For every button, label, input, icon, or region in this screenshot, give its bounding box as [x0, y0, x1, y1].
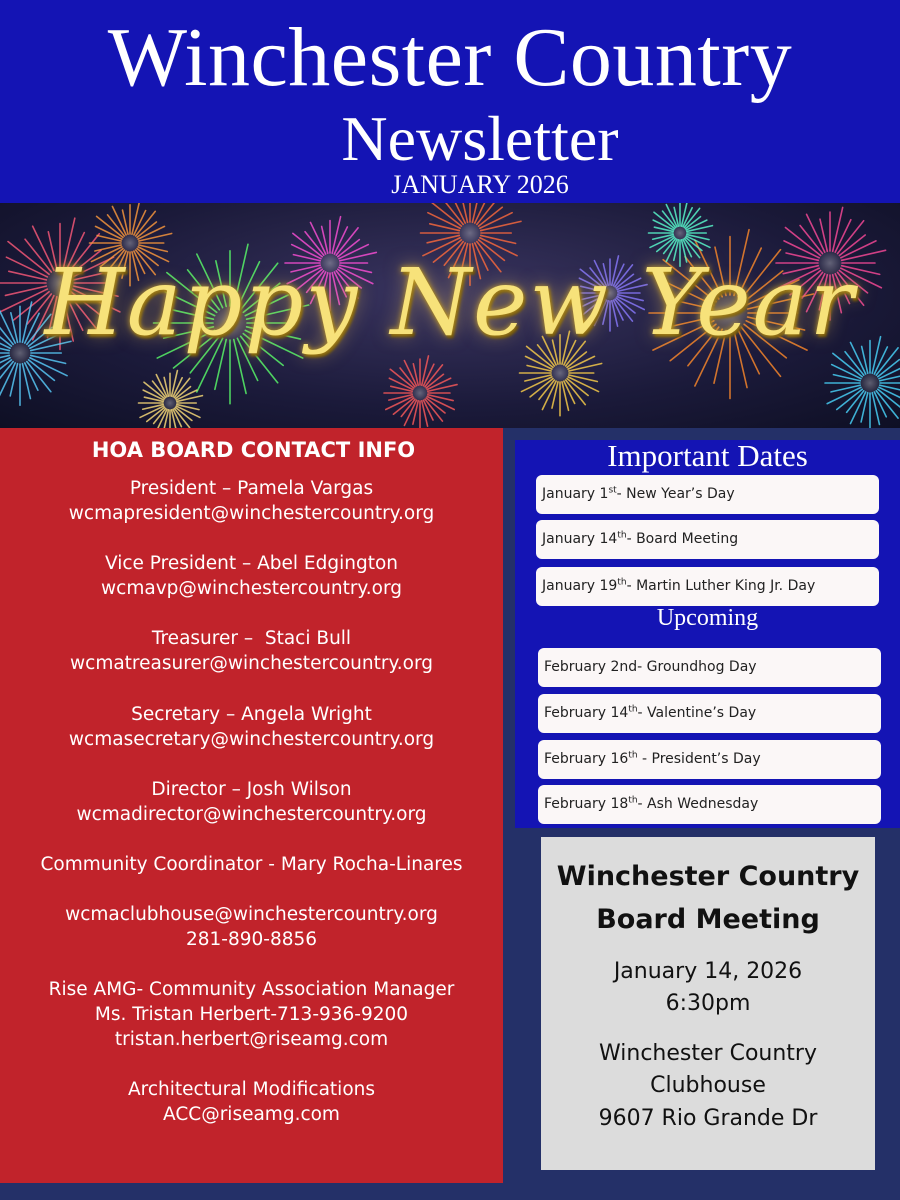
contact-email[interactable]: wcmasecretary@winchestercountry.org: [68, 729, 435, 750]
contact-phone[interactable]: 281-890-8856: [185, 929, 318, 950]
contact-role: Rise AMG- Community Association Manager: [48, 979, 455, 1000]
contact-secretary: [20, 702, 483, 752]
contact-director: [20, 777, 483, 827]
contact-email[interactable]: tristan.herbert@riseamg.com: [114, 1029, 389, 1050]
contact-community-coordinator: [40, 852, 463, 877]
contact-association-manager: [20, 977, 483, 1052]
contact-role: Architectural Modifications: [127, 1079, 376, 1100]
contact-community-coordinator-details: [20, 902, 483, 952]
important-dates-panel: [515, 440, 900, 828]
important-dates-title: Important Dates: [607, 438, 808, 473]
contact-role: Treasurer – Staci Bull: [151, 628, 352, 649]
fireworks-banner: [0, 203, 900, 428]
newsletter-subtitle: Newsletter: [341, 103, 619, 174]
contact-role: Vice President – Abel Edgington: [104, 553, 398, 574]
contact-email[interactable]: wcmavp@winchestercountry.org: [101, 578, 402, 599]
meeting-title: Winchester Country Board Meeting: [556, 861, 860, 935]
contact-email[interactable]: wcmadirector@winchestercountry.org: [76, 804, 427, 825]
upcoming-title: Upcoming: [656, 605, 759, 631]
issue-date: JANUARY 2026: [391, 170, 569, 199]
upcoming-item: February 2nd- Groundhog Day: [538, 648, 881, 687]
meeting-date: January 14, 2026: [613, 959, 803, 984]
contact-email[interactable]: wcmaclubhouse@winchestercountry.org: [65, 904, 438, 925]
contact-president: [20, 476, 483, 526]
date-item: January 14th- Board Meeting: [536, 520, 879, 559]
newsletter-title: Winchester Country: [107, 11, 793, 104]
contact-email[interactable]: wcmapresident@winchestercountry.org: [68, 503, 435, 524]
newsletter-header: [0, 0, 900, 203]
meeting-address: 9607 Rio Grande Dr: [598, 1106, 818, 1131]
hoa-contact-panel: [0, 428, 503, 1183]
date-item: January 1st- New Year’s Day: [536, 475, 879, 514]
contact-architectural: [20, 1077, 483, 1127]
contact-vice-president: [20, 551, 483, 601]
contact-role: President – Pamela Vargas: [129, 478, 374, 499]
meeting-location: Winchester Country: [599, 1041, 817, 1066]
contact-name-phone: Ms. Tristan Herbert-713-936-9200: [94, 1004, 409, 1025]
contact-heading: HOA BOARD CONTACT INFO: [91, 438, 416, 462]
meeting-time: 6:30pm: [665, 991, 751, 1016]
contact-email[interactable]: ACC@riseamg.com: [163, 1104, 340, 1125]
contact-email[interactable]: wcmatreasurer@winchestercountry.org: [70, 653, 433, 674]
upcoming-item: February 16th - President’s Day: [538, 740, 881, 779]
date-item: January 19th- Martin Luther King Jr. Day: [536, 567, 879, 606]
contact-treasurer: [20, 626, 483, 676]
contact-role: Secretary – Angela Wright: [131, 704, 372, 725]
upcoming-item: February 14th- Valentine’s Day: [538, 694, 881, 733]
board-meeting-card: [541, 837, 875, 1170]
contact-role: Community Coordinator - Mary Rocha-Linares: [40, 854, 463, 875]
contact-role: Director – Josh Wilson: [151, 779, 352, 800]
meeting-location-building: Clubhouse: [650, 1073, 766, 1098]
upcoming-item: February 18th- Ash Wednesday: [538, 785, 881, 824]
happy-new-year-text: Happy New Year: [44, 249, 856, 356]
